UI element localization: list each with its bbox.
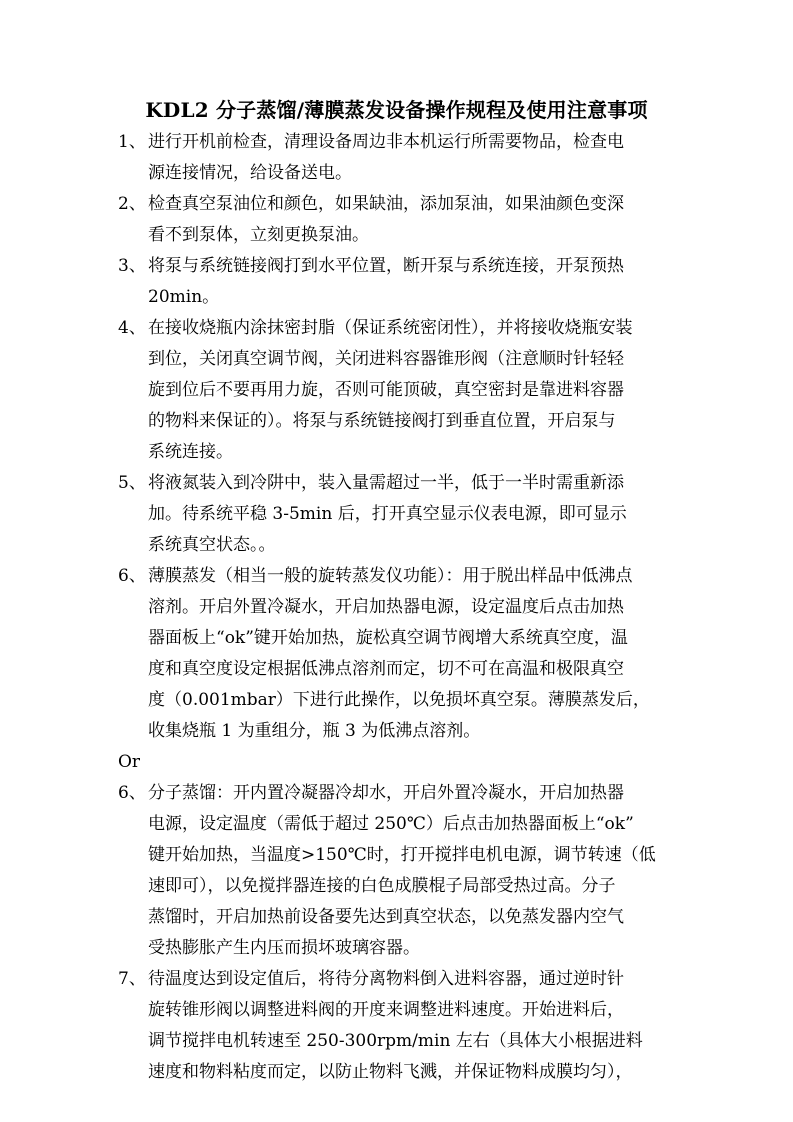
step-continuation-line <box>118 375 678 406</box>
step-continuation-line <box>118 809 678 840</box>
step-text: 调节搅拌电机转速至 250-300rpm/min 左右（具体大小根据进料 <box>148 1031 643 1051</box>
procedure-step <box>118 189 678 251</box>
step-continuation-line <box>118 685 678 716</box>
step-continuation-line <box>118 282 678 313</box>
step-text: 待温度达到设定值后，将待分离物料倒入进料容器，通过逆时针 <box>148 969 624 989</box>
step-text: 器面板上“ok”键开始加热，旋松真空调节阀增大系统真空度，温 <box>148 628 628 648</box>
step-continuation-line <box>118 1026 678 1057</box>
step-text: 度（0.001mbar）下进行此操作，以免损坏真空泵。薄膜蒸发后， <box>148 690 650 710</box>
step-continuation-line <box>118 158 678 189</box>
step-text: 度和真空度设定根据低沸点溶剂而定，切不可在高温和极限真空 <box>148 659 624 679</box>
step-text: 源连接情况，给设备送电。 <box>148 163 352 183</box>
procedure-step <box>118 251 678 313</box>
step-number: 1、 <box>118 132 146 152</box>
step-continuation-line <box>118 1057 678 1088</box>
step-text: 将泵与系统链接阀打到水平位置，断开泵与系统连接，开泵预热 <box>148 256 624 276</box>
procedure-list-alternative <box>118 778 678 1088</box>
step-first-line <box>118 561 678 592</box>
step-continuation-line <box>118 437 678 468</box>
step-continuation-line <box>118 933 678 964</box>
procedure-step <box>118 127 678 189</box>
step-number: 2、 <box>118 194 146 214</box>
step-text: 检查真空泵油位和颜色，如果缺油，添加泵油，如果油颜色变深 <box>148 194 624 214</box>
step-continuation-line <box>118 902 678 933</box>
step-first-line <box>118 127 678 158</box>
step-text: 加。待系统平稳 3-5min 后，打开真空显示仪表电源，即可显示 <box>148 504 627 524</box>
step-number: 3、 <box>118 256 146 276</box>
step-continuation-line <box>118 623 678 654</box>
step-text: 受热膨胀产生内压而损坏玻璃容器。 <box>148 938 420 958</box>
step-text: 看不到泵体，立刻更换泵油。 <box>148 225 369 245</box>
step-first-line <box>118 313 678 344</box>
step-continuation-line <box>118 871 678 902</box>
step-number: 4、 <box>118 318 146 338</box>
step-continuation-line <box>118 499 678 530</box>
step-first-line <box>118 778 678 809</box>
alternative-separator: Or <box>118 752 141 772</box>
step-text: 电源，设定温度（需低于超过 250℃）后点击加热器面板上“ok” <box>148 814 634 834</box>
step-text: 旋到位后不要再用力旋，否则可能顶破，真空密封是靠进料容器 <box>148 380 624 400</box>
step-text: 系统真空状态。。 <box>148 535 276 555</box>
step-text: 分子蒸馏：开内置冷凝器冷却水，开启外置冷凝水，开启加热器 <box>148 783 624 803</box>
step-text: 的物料来保证的）。将泵与系统链接阀打到垂直位置，开启泵与 <box>148 411 616 431</box>
step-number: 5、 <box>118 473 146 493</box>
step-text: 20min。 <box>148 287 220 307</box>
step-number: 6、 <box>118 566 146 586</box>
document-body <box>118 127 678 1088</box>
step-first-line <box>118 251 678 282</box>
procedure-list <box>118 127 678 747</box>
procedure-step <box>118 778 678 964</box>
procedure-step <box>118 964 678 1088</box>
step-text: 键开始加热，当温度>150℃时，打开搅拌电机电源，调节转速（低 <box>148 845 656 865</box>
step-text: 进行开机前检查，清理设备周边非本机运行所需要物品，检查电 <box>148 132 624 152</box>
step-text: 旋转锥形阀以调整进料阀的开度来调整进料速度。开始进料后， <box>148 1000 624 1020</box>
step-continuation-line <box>118 530 678 561</box>
step-continuation-line <box>118 220 678 251</box>
step-text: 到位，关闭真空调节阀，关闭进料容器锥形阀（注意顺时针轻轻 <box>148 349 624 369</box>
step-text: 在接收烧瓶内涂抹密封脂（保证系统密闭性），并将接收烧瓶安装 <box>148 318 633 338</box>
step-text: 薄膜蒸发（相当一般的旋转蒸发仪功能）：用于脱出样品中低沸点 <box>148 566 633 586</box>
step-continuation-line <box>118 654 678 685</box>
step-continuation-line <box>118 840 678 871</box>
step-continuation-line <box>118 344 678 375</box>
procedure-step <box>118 561 678 747</box>
step-continuation-line <box>118 592 678 623</box>
step-first-line <box>118 964 678 995</box>
procedure-step <box>118 313 678 468</box>
step-first-line <box>118 468 678 499</box>
step-number: 7、 <box>118 969 146 989</box>
procedure-step <box>118 468 678 561</box>
step-number: 6、 <box>118 783 146 803</box>
document-title: KDL2 分子蒸馏/薄膜蒸发设备操作规程及使用注意事项 <box>145 98 648 122</box>
step-text: 蒸馏时，开启加热前设备要先达到真空状态，以免蒸发器内空气 <box>148 907 624 927</box>
step-text: 系统连接。 <box>148 442 233 462</box>
step-continuation-line <box>118 995 678 1026</box>
step-continuation-line <box>118 716 678 747</box>
step-text: 溶剂。开启外置冷凝水，开启加热器电源，设定温度后点击加热 <box>148 597 624 617</box>
step-text: 收集烧瓶 1 为重组分，瓶 3 为低沸点溶剂。 <box>148 721 481 741</box>
step-text: 速即可），以免搅拌器连接的白色成膜棍子局部受热过高。分子 <box>148 876 616 896</box>
step-text: 将液氮装入到冷阱中，装入量需超过一半，低于一半时需重新添 <box>148 473 624 493</box>
step-continuation-line <box>118 406 678 437</box>
step-first-line <box>118 189 678 220</box>
step-text: 速度和物料粘度而定，以防止物料飞溅，并保证物料成膜均匀）， <box>148 1062 633 1082</box>
